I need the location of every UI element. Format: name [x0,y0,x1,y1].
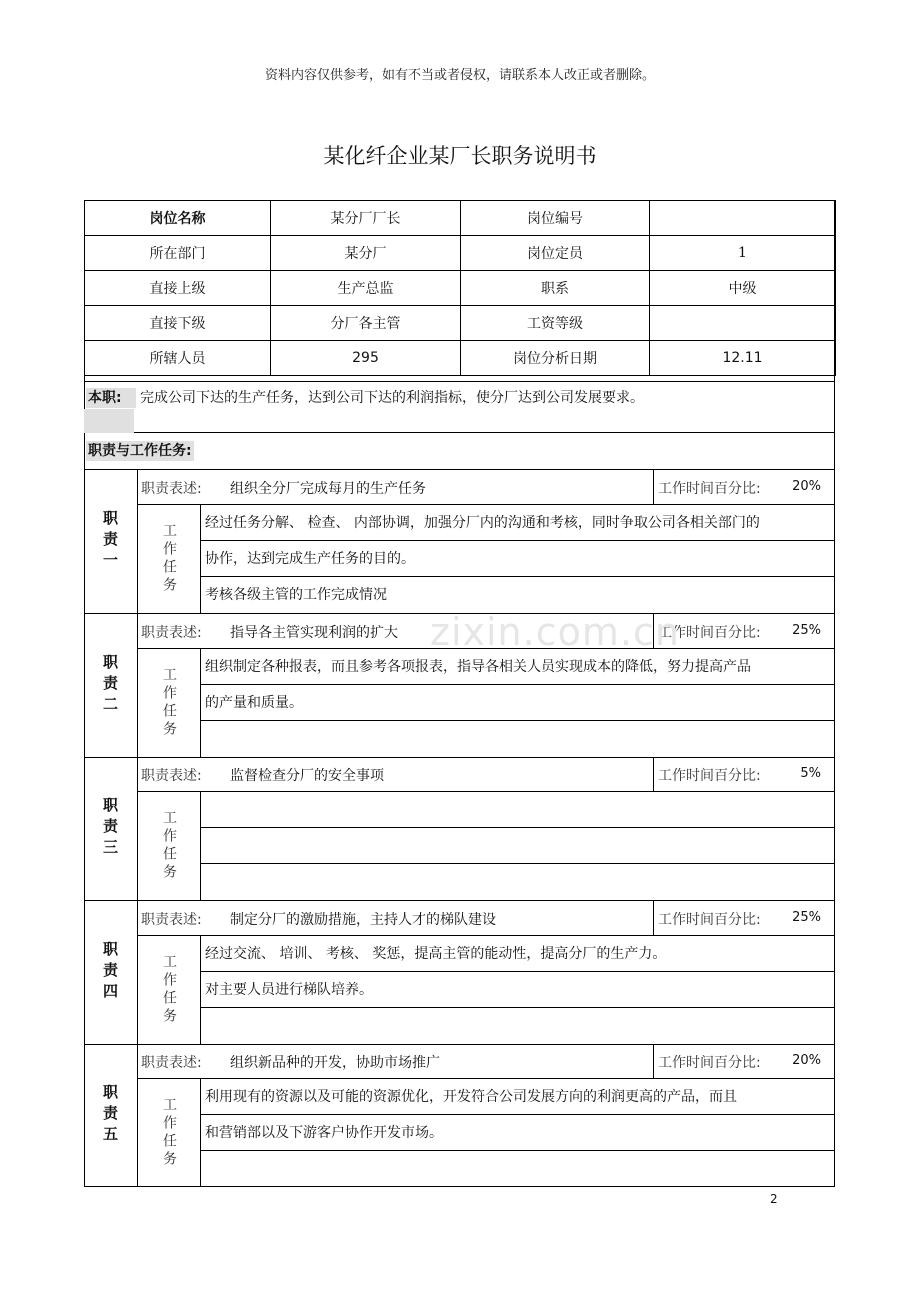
work-task-row [201,1008,835,1044]
work-task-label-text: 工作任务 [161,954,177,1026]
duty-name-text: 职责一 [101,510,119,573]
info-label-job-family: 职系 [461,271,650,306]
info-label-position-name: 岗位名称 [85,201,271,236]
info-value-staff-count: 295 [271,341,461,376]
time-percentage-label: 工作时间百分比: [658,1055,761,1071]
work-task-row: 利用现有的资源以及可能的资源优化，开发符合公司发展方向的利润更高的产品，而且 [201,1079,835,1115]
work-task-label [138,649,201,757]
time-percentage-value: 25% [792,910,821,925]
duty-description-label: 职责表述: [141,481,202,497]
duty-name [84,1044,138,1187]
work-task-row: 协作，达到完成生产任务的目的。 [201,541,835,577]
duty-name [84,901,138,1044]
duty-name-text: 职责五 [101,1084,119,1147]
duty-block [84,470,835,614]
table-row [85,201,836,236]
work-task-row: 经过任务分解、 检查、 内部协调，加强分厂内的沟通和考核，同时争取公司各相关部门的 [201,505,835,541]
info-value-direct-superior: 生产总监 [271,271,461,306]
work-task-label-text: 工作任务 [161,667,177,739]
time-percentage-label: 工作时间百分比: [658,625,761,641]
info-label-headcount: 岗位定员 [461,236,650,271]
duty-description-row [138,470,835,505]
duty-description-label: 职责表述: [141,912,202,928]
duty-block [84,901,835,1045]
work-task-label [138,1079,201,1187]
work-task-label [138,936,201,1044]
time-percentage-value: 20% [792,1053,821,1068]
watermark: zixin.com.cn [430,610,680,654]
job-summary-text: 完成公司下达的生产任务，达到公司下达的利润指标，使分厂达到公司发展要求。 [140,390,644,406]
info-value-salary-grade [650,306,836,341]
work-task-row: 对主要人员进行梯队培养。 [201,972,835,1008]
time-percentage-cell [653,901,835,935]
duties-section-header [84,433,835,470]
table-row [85,271,836,306]
duty-description-label: 职责表述: [141,625,202,641]
work-task-row: 经过交流、 培训、 考核、 奖惩，提高主管的能动性，提高分厂的生产力。 [201,936,835,972]
duty-description-row [138,757,835,792]
duty-description-text: 组织新品种的开发，协助市场推广 [230,1055,440,1071]
info-label-analysis-date: 岗位分析日期 [461,341,650,376]
info-label-salary-grade: 工资等级 [461,306,650,341]
work-task-row [201,721,835,757]
duty-name-text: 职责四 [101,941,119,1004]
info-value-direct-subordinates: 分厂各主管 [271,306,461,341]
page-number: 2 [770,1192,778,1206]
work-task-row [201,864,835,900]
info-value-job-family: 中级 [650,271,836,306]
duty-description-text: 指导各主管实现利润的扩大 [230,625,398,641]
duty-block [84,757,835,901]
work-task-label-text: 工作任务 [161,810,177,882]
info-value-position-code [650,201,836,236]
info-value-analysis-date: 12.11 [650,341,836,376]
table-row [85,236,836,271]
time-percentage-cell [653,1044,835,1078]
info-label-department: 所在部门 [85,236,271,271]
time-percentage-label: 工作时间百分比: [658,912,761,928]
time-percentage-value: 5% [800,766,821,781]
time-percentage-cell [653,614,835,648]
info-value-position-name: 某分厂厂长 [271,201,461,236]
time-percentage-value: 20% [792,479,821,494]
work-task-label-text: 工作任务 [161,1097,177,1169]
work-task-label [138,792,201,900]
info-label-direct-superior: 直接上级 [85,271,271,306]
work-task-row [201,1151,835,1187]
duties-section-title: 职责与工作任务: [88,443,192,459]
duty-description-text: 组织全分厂完成每月的生产任务 [230,481,426,497]
work-task-row: 考核各级主管的工作完成情况 [205,587,387,603]
work-task-row: 的产量和质量。 [201,685,835,721]
document-title: 某化纤企业某厂长职务说明书 [323,144,597,168]
table-row [85,341,836,376]
duty-name-text: 职责三 [101,797,119,860]
duty-name [84,470,138,613]
duty-description-row [138,901,835,936]
duty-block [84,1044,835,1188]
duty-description-text: 监督检查分厂的安全事项 [230,768,384,784]
work-task-row: 组织制定各种报表，而且参考各项报表，指导各相关人员实现成本的降低，努力提高产品 [201,649,835,685]
duty-description-row [138,1044,835,1079]
work-task-row [201,828,835,864]
position-info-table [84,200,836,376]
info-label-staff-count: 所辖人员 [85,341,271,376]
job-summary-shading [84,409,134,433]
info-label-position-code: 岗位编号 [461,201,650,236]
job-summary-label: 本职: [86,388,136,408]
time-percentage-label: 工作时间百分比: [658,768,761,784]
table-row [85,306,836,341]
duty-name [84,757,138,900]
info-value-department: 某分厂 [271,236,461,271]
time-percentage-cell [653,470,835,504]
info-label-direct-subordinates: 直接下级 [85,306,271,341]
work-task-label [138,505,201,613]
time-percentage-cell [653,757,835,791]
time-percentage-value: 25% [792,623,821,638]
work-task-row [201,792,835,828]
time-percentage-label: 工作时间百分比: [658,481,761,497]
duty-description-label: 职责表述: [141,768,202,784]
info-value-headcount: 1 [650,236,836,271]
duty-name [84,614,138,757]
duty-name-text: 职责二 [101,654,119,717]
disclaimer-text: 资料内容仅供参考，如有不当或者侵权，请联系本人改正或者删除。 [264,68,655,83]
work-task-row: 和营销部以及下游客户协作开发市场。 [201,1115,835,1151]
duty-description-label: 职责表述: [141,1055,202,1071]
duty-description-text: 制定分厂的激励措施，主持人才的梯队建设 [230,912,496,928]
job-summary [84,381,835,433]
work-task-label-text: 工作任务 [161,523,177,595]
